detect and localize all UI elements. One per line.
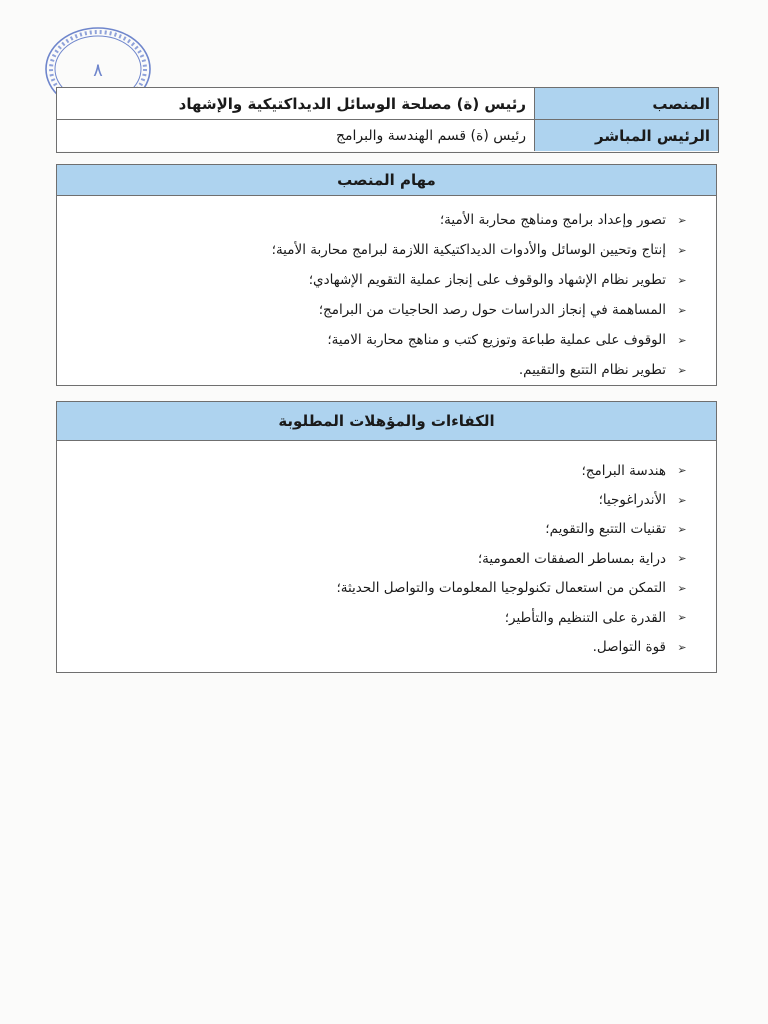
- competency-text: دراية بمساطر الصفقات العمومية؛: [477, 550, 666, 567]
- list-item: [57, 485, 716, 514]
- arrow-bullet-icon: ➢: [677, 640, 687, 654]
- list-item: [57, 205, 716, 235]
- list-item: [57, 295, 716, 325]
- tasks-title: مهام المنصب: [57, 165, 716, 196]
- arrow-bullet-icon: ➢: [677, 581, 687, 595]
- task-text: الوقوف على عملية طباعة وتوزيع كتب و مناهج محاربة الامية؛: [327, 332, 666, 348]
- task-text: المساهمة في إنجاز الدراسات حول رصد الحاجيات من البرامج؛: [318, 302, 666, 318]
- list-item: [57, 355, 716, 385]
- list-item: [57, 235, 716, 265]
- list-item: [57, 632, 716, 661]
- position-value: رئيس (ة) مصلحة الوسائل الديداكتيكية والإشهاد: [57, 88, 535, 120]
- arrow-bullet-icon: ➢: [677, 611, 687, 625]
- list-item: [57, 325, 716, 355]
- list-item: [57, 265, 716, 295]
- arrow-bullet-icon: ➢: [677, 213, 687, 227]
- position-label: المنصب: [535, 88, 718, 120]
- arrow-bullet-icon: ➢: [677, 493, 687, 507]
- stamp-center-text: ٨: [93, 60, 103, 81]
- competencies-list: [57, 441, 716, 662]
- tasks-section: [56, 164, 717, 386]
- competencies-title: الكفاءات والمؤهلات المطلوبة: [57, 402, 716, 441]
- task-text: تطوير نظام التتبع والتقييم.: [518, 362, 666, 378]
- competency-text: قوة التواصل.: [592, 639, 666, 656]
- arrow-bullet-icon: ➢: [677, 273, 687, 287]
- task-text: تطوير نظام الإشهاد والوقوف على إنجاز عملية التقويم الإشهادي؛: [308, 272, 666, 288]
- list-item: [57, 603, 716, 632]
- competency-text: القدرة على التنظيم والتأطير؛: [504, 609, 666, 626]
- supervisor-value: رئيس (ة) قسم الهندسة والبرامج: [57, 120, 535, 151]
- competencies-section: [56, 401, 717, 673]
- list-item: [57, 544, 716, 573]
- task-text: تصور وإعداد برامج ومناهج محاربة الأمية؛: [439, 212, 666, 228]
- list-item: [57, 515, 716, 544]
- list-item: [57, 456, 716, 485]
- competency-text: هندسة البرامج؛: [581, 462, 666, 479]
- arrow-bullet-icon: ➢: [677, 333, 687, 347]
- supervisor-label: الرئيس المباشر: [535, 120, 718, 151]
- tasks-list: [57, 196, 716, 385]
- arrow-bullet-icon: ➢: [677, 243, 687, 257]
- competency-text: الأندراغوجيا؛: [598, 492, 666, 509]
- competency-text: التمكن من استعمال تكنولوجيا المعلومات والتواصل الحديثة؛: [336, 580, 666, 597]
- competency-text: تقنيات التتبع والتقويم؛: [545, 521, 666, 538]
- arrow-bullet-icon: ➢: [677, 464, 687, 478]
- list-item: [57, 574, 716, 603]
- arrow-bullet-icon: ➢: [677, 522, 687, 536]
- arrow-bullet-icon: ➢: [677, 552, 687, 566]
- arrow-bullet-icon: ➢: [677, 303, 687, 317]
- task-text: إنتاج وتحيين الوسائل والأدوات الديداكتيكية اللازمة لبرامج محاربة الأمية؛: [271, 242, 666, 258]
- position-info-table: [56, 87, 719, 153]
- arrow-bullet-icon: ➢: [677, 363, 687, 377]
